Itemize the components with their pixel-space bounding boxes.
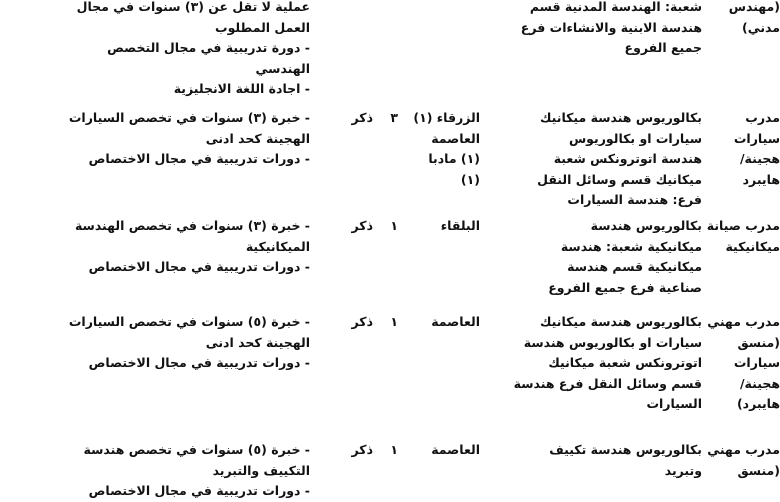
gender-cell [310,312,373,440]
qualification-line: بكالوريوس هندسة [590,218,702,233]
qualification-line: سيارات او بكالوريوس هندسة [523,334,702,350]
location-line: الزرقاء (١) [413,110,480,125]
job-title-cell [702,440,780,502]
qualification-line: ميكانيكية قسم هندسة [567,259,702,274]
gender-value: ذكر [351,442,373,457]
qualification-line: اتوترونكس شعبة ميكانيك [548,355,702,370]
experience-line: - خبرة (٥) سنوات في تخصص هندسة [83,442,310,457]
job-title-line: سيارات [733,355,780,370]
job-title-line: هايبرد [742,171,780,187]
experience-cell [0,216,310,312]
qualification-line: ميكانيك قسم وسائل النقل [537,171,702,187]
gender-value: ذكر [351,218,373,233]
job-title-line: مدرب [745,110,780,125]
location-cell [398,108,480,216]
location-line: العاصمة [431,130,480,146]
qualification-line: سيارات او بكالوريوس [568,130,702,146]
qualification-line: هندسة الابنية والانشاءات فرع [520,19,702,35]
experience-line: - اجادة اللغة الانجليزية [173,81,310,96]
gender-cell [310,440,373,502]
table-row [0,440,780,502]
experience-line: - خبرة (٣) سنوات في تخصص الهندسة [74,218,310,233]
job-title-line: (منسق [737,334,780,350]
location-cell [398,440,480,502]
qualification-line: بكالوريوس هندسة ميكانيك [540,110,702,125]
count-value: ١ [390,314,398,329]
location-line: العاصمة [431,442,480,457]
experience-line: الهجينة كحد ادنى [205,334,310,350]
gender-cell [310,0,373,108]
location-cell [398,0,480,108]
experience-line: - خبرة (٥) سنوات في تخصص السيارات [68,314,310,329]
job-title-line: (مهندس [728,0,780,14]
count-value: ١ [390,442,398,457]
experience-line: - دورات تدريبية في مجال الاختصاص [88,259,310,274]
count-cell [373,216,398,312]
experience-line: عملية لا تقل عن (٣) سنوات في مجال [76,0,310,14]
qualification-cell [480,312,702,440]
location-cell [398,216,480,312]
experience-line: - دورة تدريبية في مجال التخصص [107,40,310,55]
count-cell [373,440,398,502]
gender-cell [310,216,373,312]
qualification-line: ميكانيكية شعبة: هندسة [560,238,702,254]
location-cell [398,312,480,440]
qualification-line: هندسة اتوترونكس شعبة [553,151,702,166]
location-line: (١) [460,171,480,187]
qualification-cell [480,440,702,502]
count-value: ٣ [390,110,398,125]
location-line: العاصمة [431,314,480,329]
experience-line: - دورات تدريبية في مجال الاختصاص [88,151,310,166]
location-line: البلقاء [440,218,480,233]
experience-line: الهجينة كحد ادنى [205,130,310,146]
job-title-line: ميكانيكية [725,238,780,254]
gender-cell [310,108,373,216]
table-row [0,108,780,216]
experience-line: - دورات تدريبية في مجال الاختصاص [88,483,310,498]
qualification-line: بكالوريوس هندسة ميكانيك [540,314,702,329]
gender-value: ذكر [351,314,373,329]
job-title-line: سيارات [733,130,780,146]
count-cell [373,108,398,216]
qualification-line: شعبة: الهندسة المدنية قسم [529,0,702,14]
job-title-cell [702,108,780,216]
count-value: ١ [390,218,398,233]
gender-value: ذكر [351,110,373,125]
qualification-cell [480,216,702,312]
experience-line: - خبرة (٣) سنوات في تخصص السيارات [68,110,310,125]
qualification-line: فرع: هندسة السيارات [567,192,702,207]
experience-cell [0,312,310,440]
qualification-line: قسم وسائل النقل فرع هندسة [513,375,702,391]
job-title-cell [702,216,780,312]
qualification-cell [480,0,702,108]
experience-line: الميكانيكية [245,238,310,254]
job-title-line: (منسق [737,462,780,478]
job-title-line: مدرب مهني [707,314,780,329]
job-title-line: هجينة/ [739,375,780,391]
qualification-line: جميع الفروع [624,40,702,55]
job-title-cell [702,312,780,440]
qualification-line: بكالوريوس هندسة تكييف [549,442,702,457]
experience-line: - دورات تدريبية في مجال الاختصاص [88,355,310,370]
location-line: (١) مادبا [428,151,480,166]
experience-cell [0,440,310,502]
experience-cell [0,0,310,108]
job-title-cell [702,0,780,108]
table-row [0,216,780,312]
table-row [0,312,780,440]
job-title-line: هايبرد) [736,396,780,411]
experience-line: التكييف والتبريد [212,462,310,478]
qualification-line: صناعية فرع جميع الفروع [548,279,702,295]
qualification-cell [480,108,702,216]
count-cell [373,0,398,108]
experience-cell [0,108,310,216]
job-title-line: هجينة/ [739,151,780,166]
count-cell [373,312,398,440]
qualification-line: السيارات [646,396,702,411]
experience-line: العمل المطلوب [215,19,310,35]
job-title-line: مدرب صيانة [706,218,780,233]
table-row [0,0,780,108]
experience-line: الهندسي [255,60,310,76]
job-title-line: مدرب مهني [707,442,780,457]
job-title-line: مدني) [741,19,780,35]
qualification-line: وتبريد [664,462,702,478]
